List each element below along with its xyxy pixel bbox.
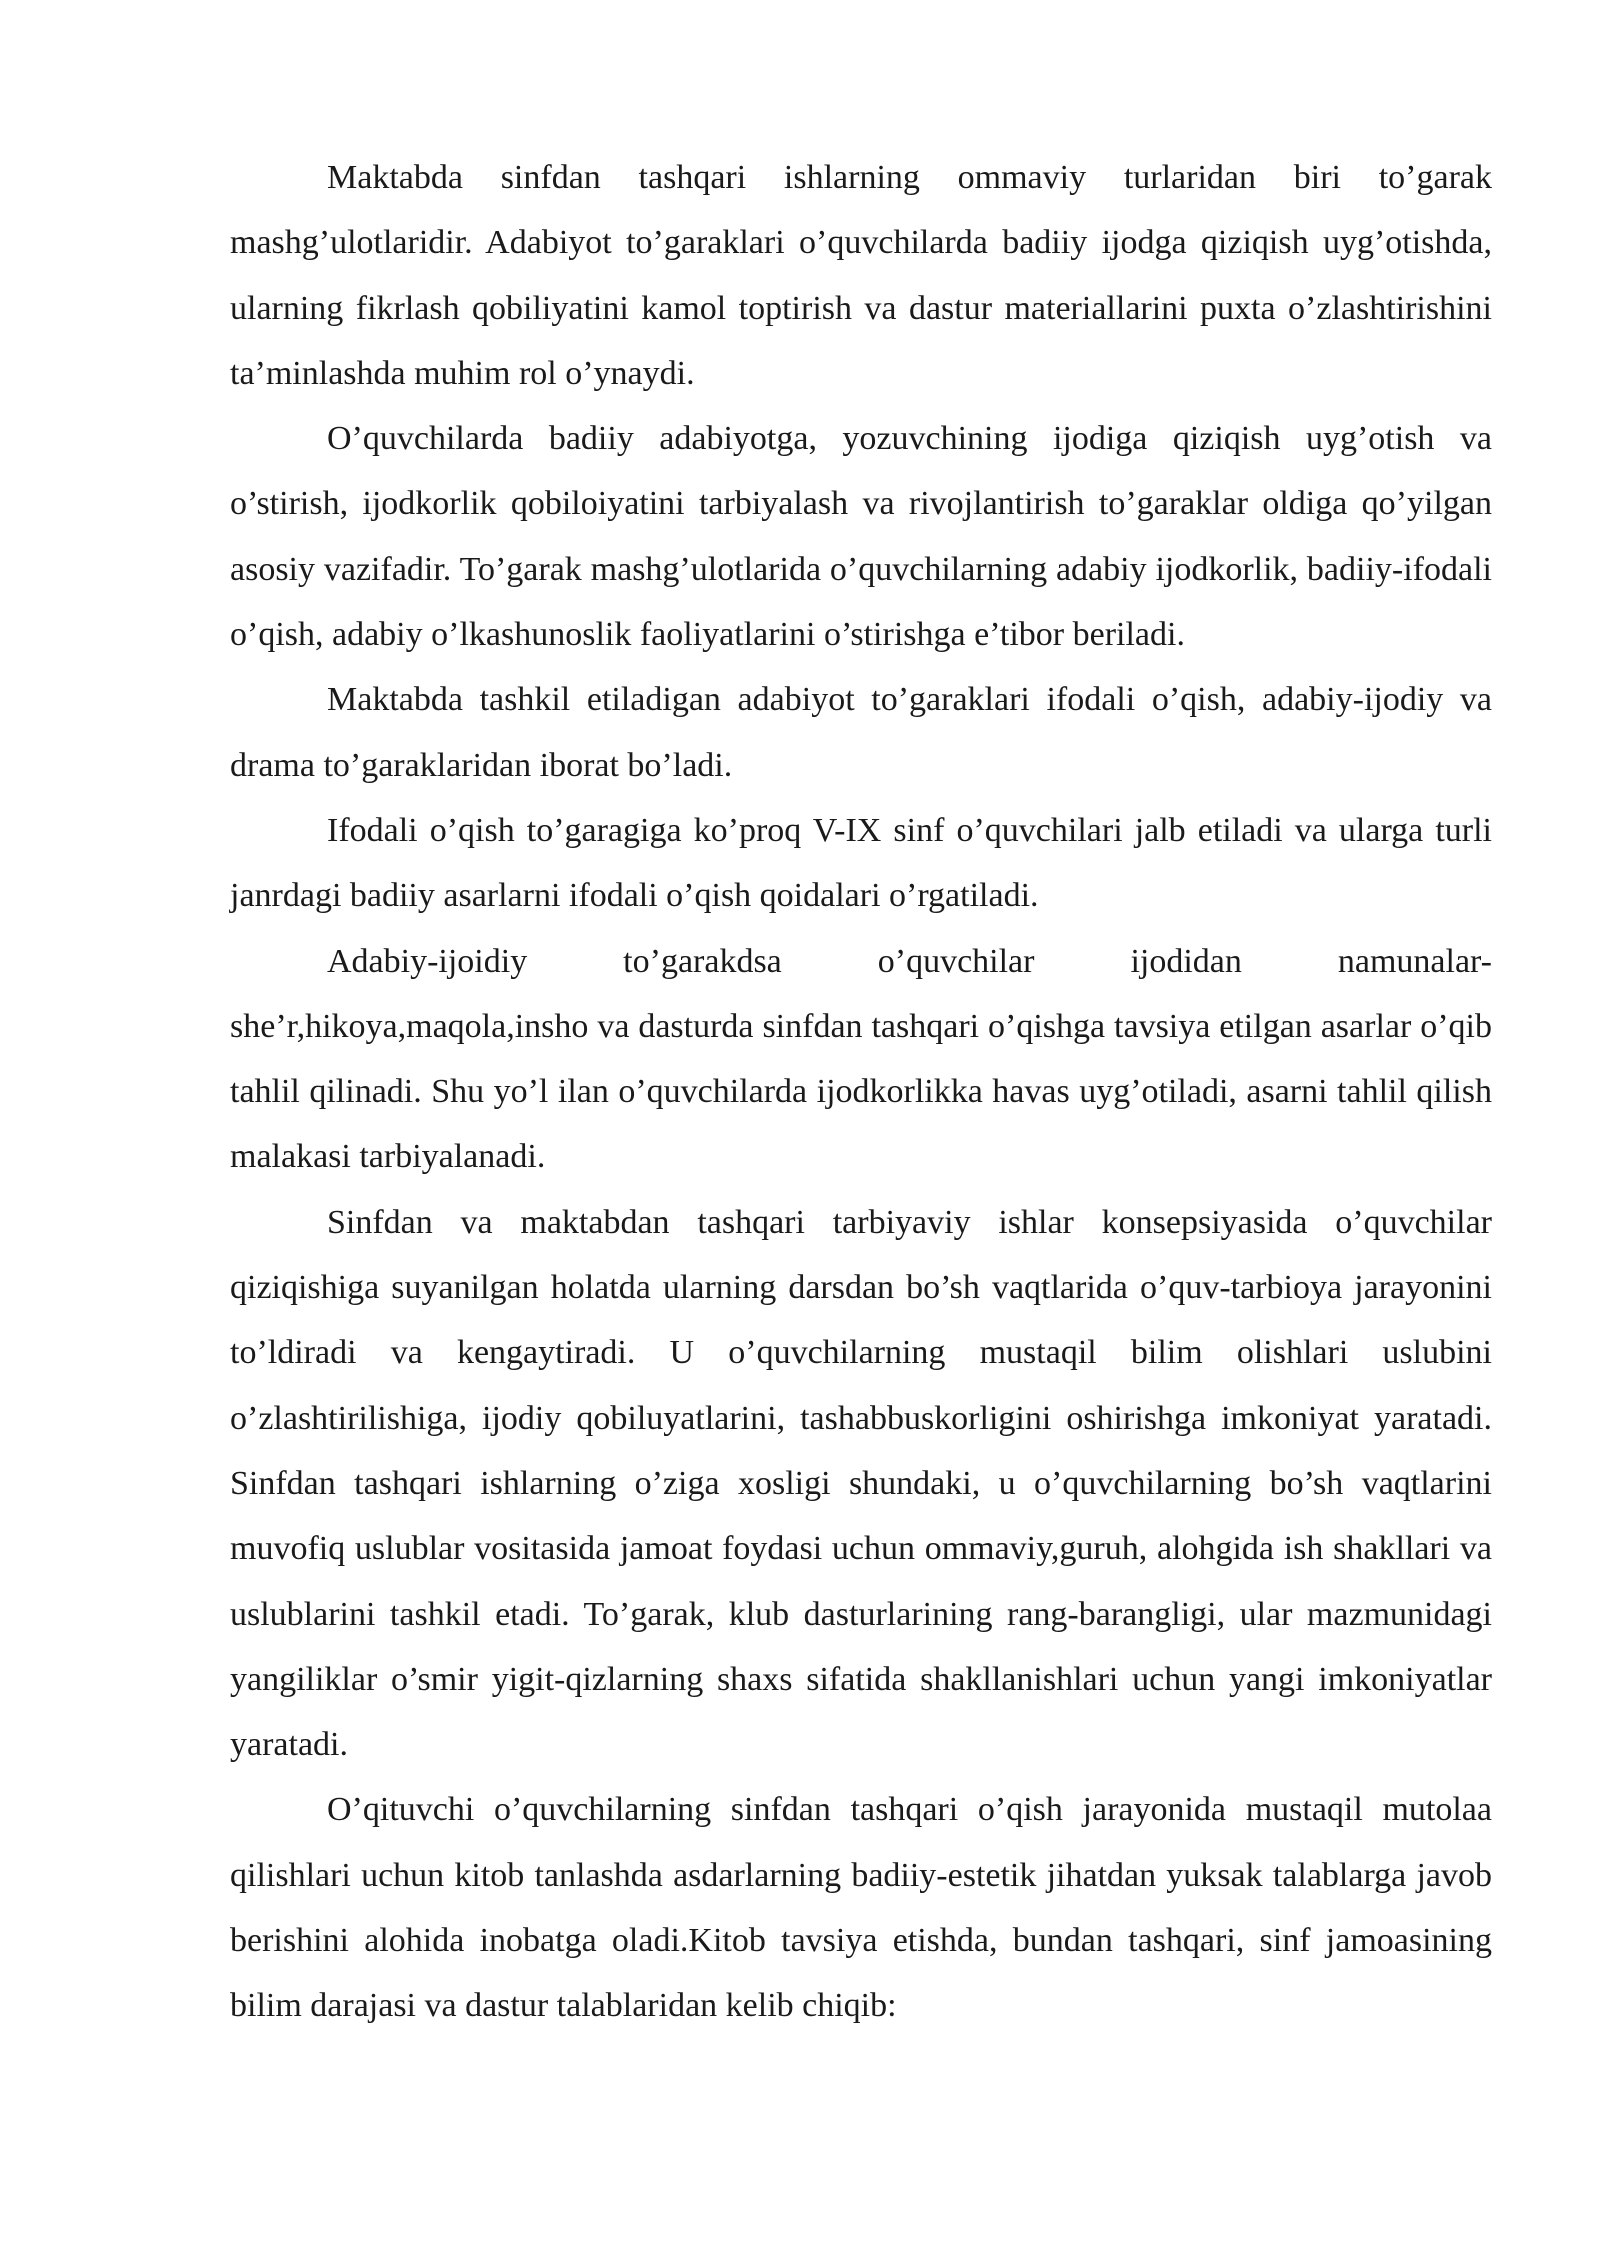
paragraph: Maktabda tashkil etiladigan adabiyot to’garaklari ifodali o’qish, adabiy-ijodiy va drama to’garaklaridan iborat bo’ladi. [230,681,1492,784]
paragraph: Sinfdan va maktabdan tashqari tarbiyaviy ishlar konsepsiyasida o’quvchilar qiziqishiga suyanilgan holatda ularning darsdan bo’sh vaqtlarida o’quv-tarbioya jarayonini to’ldiradi va kengaytiradi. U o’quvchilarning mustaqil bilim olishlari uslubini o’zlashtirilishiga, ijodiy qobiluyatlarini, tashabbuskorligini oshirishga imkoniyat yaratadi. Sinfdan tashqari ishlarning o’ziga xosligi shundaki, u o’quvchilarning bo’sh vaqtlarini muvofiq uslublar vositasida jamoat foydasi uchun ommaviy,guruh, alohgida ish shakllari va uslublarini tashkil etadi. To’garak, klub dasturlarining rang-barangligi, ular mazmunidagi yangiliklar o’smir yigit-qizlarning shaxs sifatida shakllanishlari uchun yangi imkoniyatlar yaratadi. [230,1203,1492,1764]
paragraph: Adabiy-ijoidiy to’garakdsa o’quvchilar ijodidan namunalar-she’r,hikoya,maqola,insho va dasturda sinfdan tashqari o’qishga tavsiya etilgan asarlar o’qib tahlil qilinadi. Shu yo’l ilan o’quvchilarda ijodkorlikka havas uyg’otiladi, asarni tahlil qilish malakasi tarbiyalanadi. [230,942,1492,1176]
document-page [230,145,1492,2039]
paragraph: Maktabda sinfdan tashqari ishlarning ommaviy turlaridan biri to’garak mashg’ulotlaridir. Adabiyot to’garaklari o’quvchilarda badiiy ijodga qiziqish uyg’otishda, ularning fikrlash qobiliyatini kamol toptirish va dastur materiallarini puxta o’zlashtirishini ta’minlashda muhim rol o’ynaydi. [230,159,1492,392]
paragraph: O’quvchilarda badiiy adabiyotga, yozuvchining ijodiga qiziqish uyg’otish va o’stirish, ijodkorlik qobiloiyatini tarbiyalash va rivojlantirish to’garaklar oldiga qo’yilgan asosiy vazifadir. To’garak mashg’ulotlarida o’quvchilarning adabiy ijodkorlik, badiiy-ifodali o’qish, adabiy o’lkashunoslik faoliyatlarini o’stirishga e’tibor beriladi. [230,420,1492,654]
paragraph: O’qituvchi o’quvchilarning sinfdan tashqari o’qish jarayonida mustaqil mutolaa qilishlari uchun kitob tanlashda asdarlarning badiiy-estetik jihatdan yuksak talablarga javob berishini alohida inobatga oladi.Kitob tavsiya etishda, bundan tashqari, sinf jamoasining bilim darajasi va dastur talablaridan kelib chiqib: [230,1791,1492,2025]
paragraph: Ifodali o’qish to’garagiga ko’proq V-IX sinf o’quvchilari jalb etiladi va ularga turli janrdagi badiiy asarlarni ifodali o’qish qoidalari o’rgatiladi. [230,811,1492,915]
